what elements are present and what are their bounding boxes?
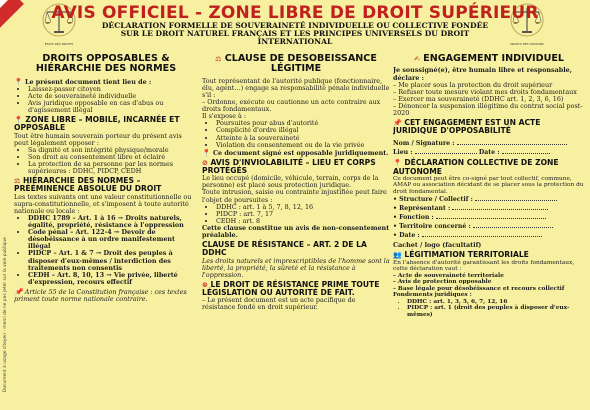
legit-text: En l'absence d'autorité garantissant les droits fondamentaux, cette déclaration vaut : (393, 259, 575, 273)
scales-icon: ⚖ (215, 55, 222, 63)
list-item: • Poursuites pour abus d'autorité (216, 120, 390, 127)
intro-text: Je soussigné(e), être humain libre et responsable, déclare : (393, 66, 572, 82)
list-item: • Avis juridique opposable en cas d'abus ou d'agissement illégal (28, 100, 198, 114)
field-label: Fonction : (399, 214, 434, 222)
list-item: • Complicité d'ordre illégal (216, 127, 390, 134)
list-item: • PIDCP – Art. 1 & 7 → Droit des peuples à disposer d'eux-mêmes / interdiction des traitements non consentis (28, 250, 198, 271)
legit-ref-label: Fondements juridiques : (393, 292, 472, 299)
column-heading: ENGAGEMENT INDIVIDUEL (423, 54, 565, 64)
intro-text: Tout représentant de l'autorité publique (fonctionnaire, élu, agent…) engage sa responsabilité pénale individuelle s'il : (202, 76, 390, 99)
list-item: • Acte de souveraineté individuelle (28, 93, 198, 100)
column-heading: DROITS OPPOSABLES & HIÉRARCHIE DES NORMES (35, 54, 177, 75)
people-icon: 👥 (393, 251, 402, 260)
res-quote: Les droits naturels et imprescriptibles de l'homme sont la liberté, la propriété, la sûreté et la résistance à l'oppression. (202, 256, 390, 279)
column-engagement: ✍ ENGAGEMENT INDIVIDUEL Je soussigné(e), être humain libre et responsable, déclare : – Me placer sous la protection du droit supérieur – Refuser toute mesure violant mes droits fondamentaux – Exercer ma souveraineté (DDHC art. 1, 2, 3, 6, 16) – Dénoncer la suspension illégitime du contrat social post-2020 📌 CET ENGAGEMENT EST UN ACTE JURIDIQUE D'OPPOSABILITÉ Nom / Signature : Lieu : Date : 📍 DÉCLARATION COLLECTIVE DE ZONE AUTONOME Ce document peut être co-signé par tout collectif, commune, AMAP ou association décidant de se placer sous la protection du droit fondamental. • Structure / Collectif : • Représentant : • Fonction : • Territoire concerné : • Date : Cachet / logo (facultatif) 👥 LÉGITIMATION TERRITORIALE En l'absence d'autorité garantissant les droits fondamentaux, cette déclaration vaut : – Acte de souveraineté territoriale – Avis de protection opposable – Base légale pour désobéissance et recours collectif Fondements juridiques : • DDHC : art. 1, 3, 5, 6, 7, 12, 16 • PIDCP : art. 1 (droit des peuples à disposer d'eux-mêmes) (393, 54, 585, 404)
legit-line: – Avis de protection opposable (393, 279, 492, 286)
list-item: • Atteinte à la souveraineté (216, 135, 390, 142)
field-label: Représentant : (399, 205, 451, 213)
date-line[interactable] (502, 148, 550, 154)
field-label: Structure / Collectif : (399, 196, 473, 204)
emblem-caption-right: DROITS DES HUMAINS (510, 42, 544, 46)
list-item: • Laissez-passer citoyen (28, 86, 198, 93)
legit-line: – Acte de souveraineté territoriale (393, 272, 504, 279)
date-line[interactable] (422, 231, 542, 237)
list-item: • PIDCP : art. 1 (droit des peuples à disposer d'eux-mêmes) (407, 305, 585, 318)
inviol-text: Le lieu occupé (domicile, véhicule, terrain, corps de la personne) est placé sous protection juridique. (202, 174, 379, 190)
field-label: Date : (399, 232, 420, 240)
zone-text: Tout être humain souverain porteur du présent avis peut légalement opposer : (14, 131, 182, 147)
intro-line: – Ordonne, exécute ou cautionne un acte contraire aux droits fondamentaux. (202, 98, 381, 114)
legit-ref-list (393, 299, 585, 319)
list-item: • DDHC : art. 1, 3, 5, 6, 7, 12, 16 (407, 299, 585, 306)
field-label: Date : (478, 149, 500, 157)
prohibited-icon: ⊘ (202, 158, 208, 167)
risk-list (202, 120, 390, 148)
column-heading: CLAUSE DE DÉSOBÉISSANCE LÉGITIME (224, 54, 377, 75)
field-label: Lieu : (393, 149, 413, 157)
section-heading: LE DROIT DE RÉSISTANCE PRIME TOUTE LÉGISLATION OU AUTORITÉ DE FAIT. (202, 279, 380, 297)
pin-icon: 📍 (202, 147, 211, 157)
intro-line: – Me placer sous la protection du droit supérieur (393, 80, 553, 89)
zone-list (14, 147, 198, 175)
cachet-label: Cachet / logo (facultatif) (393, 241, 482, 250)
pin-icon: 📍 (393, 159, 402, 168)
column-disobedience (202, 54, 390, 404)
list-item: • La protection de sa personne par les normes supérieures : DDHC, PIDCP, CEDH (28, 161, 198, 175)
section-heading: DÉCLARATION COLLECTIVE DE ZONE AUTONOME (393, 158, 559, 176)
pin-icon: 📌 (14, 287, 23, 296)
list-item: • DDHC : art. 1 à 5, 7, 8, 12, 16 (216, 204, 390, 211)
intro-line: – Exercer ma souveraineté (DDHC art. 1, 2, 3, 6, 16) (393, 94, 564, 103)
lieu-line[interactable] (415, 148, 477, 154)
list-item: • Violation du consentement ou de la vie privée (216, 142, 390, 149)
section-heading: LÉGITIMATION TERRITORIALE (404, 250, 529, 260)
field-label: Nom / Signature : (393, 140, 455, 148)
list-item: • DDHC 1789 – Art. 1 à 16 → Droits naturels, égalité, propriété, résistance à l'oppression (28, 215, 198, 229)
list-item: • Code pénal – Art. 122-4 → Devoir de désobéissance à un ordre manifestement illégal (28, 229, 198, 250)
structure-line[interactable] (475, 195, 557, 201)
hier-text: Les textes suivants ont une valeur constitutionnelle ou supra-constitutionnelle, et s'imposent à toute autorité nationale ou locale : (14, 192, 192, 215)
intro-list (14, 86, 198, 114)
list-item: • PIDCP : art. 7, 17 (216, 211, 390, 218)
list-item: • CEDH – Art. 8, 10, 13 → Vie privée, liberté d'expression, recours effectif (28, 272, 198, 286)
auto-text: Ce document peut être co-signé par tout collectif, commune, AMAP ou association décidant de se placer sous la protection du droit fondamental. (393, 175, 584, 195)
side-note: Document à usage citoyen - merci de ne pas jeter sur la voie publique (3, 237, 8, 392)
pin-icon: 📍 (14, 76, 23, 86)
emblem-caption-left: ÉTATS DES DROITS (44, 42, 74, 46)
pen-icon: ✍ (413, 55, 420, 63)
section-heading: CET ENGAGEMENT EST UN ACTE JURIDIQUE D'OPPOSABILITÉ (393, 118, 541, 136)
representant-line[interactable] (452, 204, 548, 210)
opposable-text: Ce document signé est opposable juridiquement. (212, 148, 389, 157)
pin-icon: 📍 (14, 116, 23, 125)
page-title: AVIS OFFICIEL - ZONE LIBRE DE DROIT SUPÉRIEUR (51, 3, 539, 23)
inviol-text-2: Toute intrusion, saisie ou contrainte injustifiée peut faire l'objet de poursuites : (202, 188, 387, 204)
section-heading: ZONE LIBRE – MOBILE, INCARNÉE ET OPPOSABLE (14, 115, 180, 133)
column-norms (14, 54, 198, 404)
intro-line: Il s'expose à : (202, 112, 247, 121)
list-item: • CEDH : art. 8 (216, 218, 390, 225)
section-heading: AVIS D'INVIOLABILITÉ – LIEU ET CORPS PROTÉGÉS (202, 157, 376, 176)
territoire-line[interactable] (473, 222, 553, 228)
section-heading: CLAUSE DE RÉSISTANCE – ART. 2 DE LA DDHC (202, 240, 367, 258)
prim-text: – Le présent document est un acte pacifique de résistance fondé en droit supérieur. (202, 296, 356, 312)
alert-icon: ⊛ (202, 280, 208, 289)
pin-icon: 📌 (393, 119, 402, 128)
section-heading: HIÉRARCHIE DES NORMES – PRÉÉMINENCE ABSOLUE DU DROIT (14, 176, 162, 194)
hier-list (14, 215, 198, 286)
inviol-note: Cette clause constitue un avis de non-consentement préalable. (202, 223, 390, 239)
intro-text: Le présent document tient lieu de : (24, 77, 152, 86)
page-subtitle: DÉCLARATION FORMELLE DE SOUVERAINETÉ INDIVIDUELLE OU COLLECTIVE FONDÉE SUR LE DROIT NATUREL FRANÇAIS ET LES PRINCIPES UNIVERSELS DU DROIT INTERNATIONAL (101, 21, 489, 47)
list-item: • Son droit au consentement libre et éclairé (28, 154, 198, 161)
footnote: Article 55 de la Constitution française : ces textes priment toute norme nationale contraire. (14, 287, 187, 303)
inviol-list (202, 204, 390, 225)
list-item: • Sa dignité et son intégrité physique/morale (28, 147, 198, 154)
fonction-line[interactable] (436, 213, 546, 219)
intro-line: – Refuser toute mesure violant mes droits fondamentaux (393, 87, 577, 96)
legit-line: – Base légale pour désobéissance et recours collectif (393, 285, 565, 292)
field-label: Territoire concerné : (399, 223, 471, 231)
scales-icon: ⚖ (14, 177, 21, 186)
signature-line[interactable] (457, 139, 567, 145)
intro-line: – Dénoncer la suspension illégitime du contrat social post-2020 (393, 101, 583, 117)
